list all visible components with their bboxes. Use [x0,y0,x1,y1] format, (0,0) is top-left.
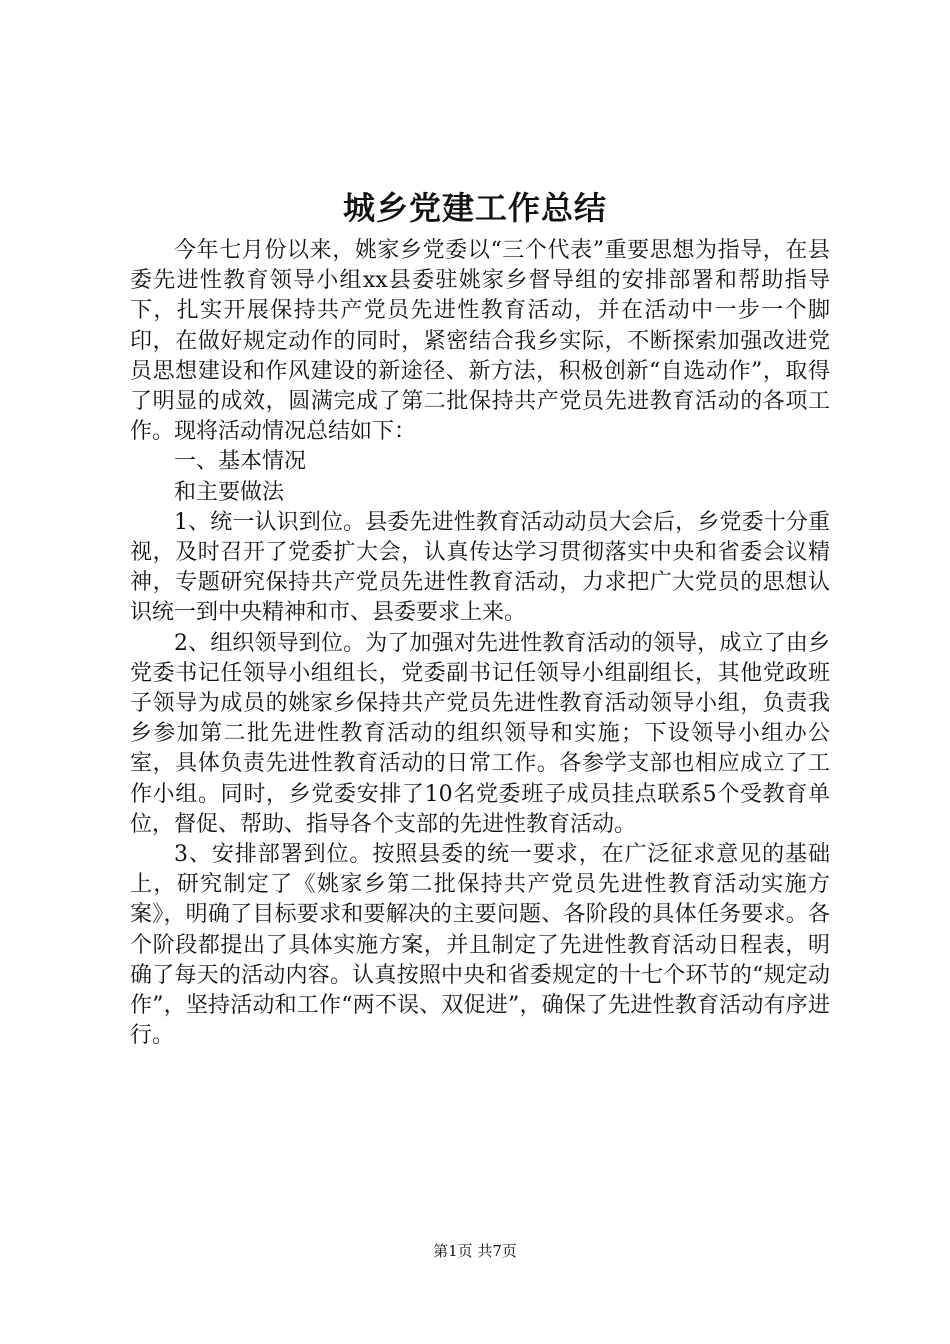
page-number-footer: 第1页 共7页 [433,1242,517,1260]
section-heading-continued: 和主要做法 [174,479,285,505]
paragraph-item-2: 2、组织领导到位。为了加强对先进性教育活动的领导，成立了由乡党委书记任领导小组组长，党委副书记任领导小组副组长，其他党政班子领导为成员的姚家乡保持共产党员先进性教育活动领导小组，负责我乡参加第二批先进性教育活动的组织领导和实施；下设领导小组办公室，具体负责先进性教育活动的日常工作。各参学支部也相应成立了工作小组。同时，乡党委安排了10名党委班子成员挂点联系5个受教育单位，督促、帮助、指导各个支部的先进性教育活动。 [130,630,830,837]
paragraph-item-3: 3、安排部署到位。按照县委的统一要求，在广泛征求意见的基础上，研究制定了《姚家乡第二批保持共产党员先进性教育活动实施方案》，明确了目标要求和要解决的主要问题、各阶段的具体任务要求。各个阶段都提出了具体实施方案，并且制定了先进性教育活动日程表，明确了每天的活动内容。认真按照中央和省委规定的十七个环节的“规定动作”，坚持活动和工作“两不误、双促进”，确保了先进性教育活动有序进行。 [130,842,830,1049]
document-body [130,236,830,1051]
section-heading: 一、基本情况 [174,449,307,475]
intro-paragraph: 今年七月份以来，姚家乡党委以“三个代表”重要思想为指导，在县委先进性教育领导小组xx县委驻姚家乡督导组的安排部署和帮助指导下，扎实开展保持共产党员先进性教育活动，并在活动中一步一个脚印，在做好规定动作的同时，紧密结合我乡实际，不断探索加强改进党员思想建设和作风建设的新途径、新方法，积极创新“自选动作”，取得了明显的成效，圆满完成了第二批保持共产党员先进教育活动的各项工作。现将活动情况总结如下： [130,238,830,445]
paragraph-item-1: 1、统一认识到位。县委先进性教育活动动员大会后，乡党委十分重视，及时召开了党委扩大会，认真传达学习贯彻落实中央和省委会议精神，专题研究保持共产党员先进性教育活动，力求把广大党员的思想认识统一到中央精神和市、县委要求上来。 [130,509,830,626]
document-title: 城乡党建工作总结 [342,189,607,227]
